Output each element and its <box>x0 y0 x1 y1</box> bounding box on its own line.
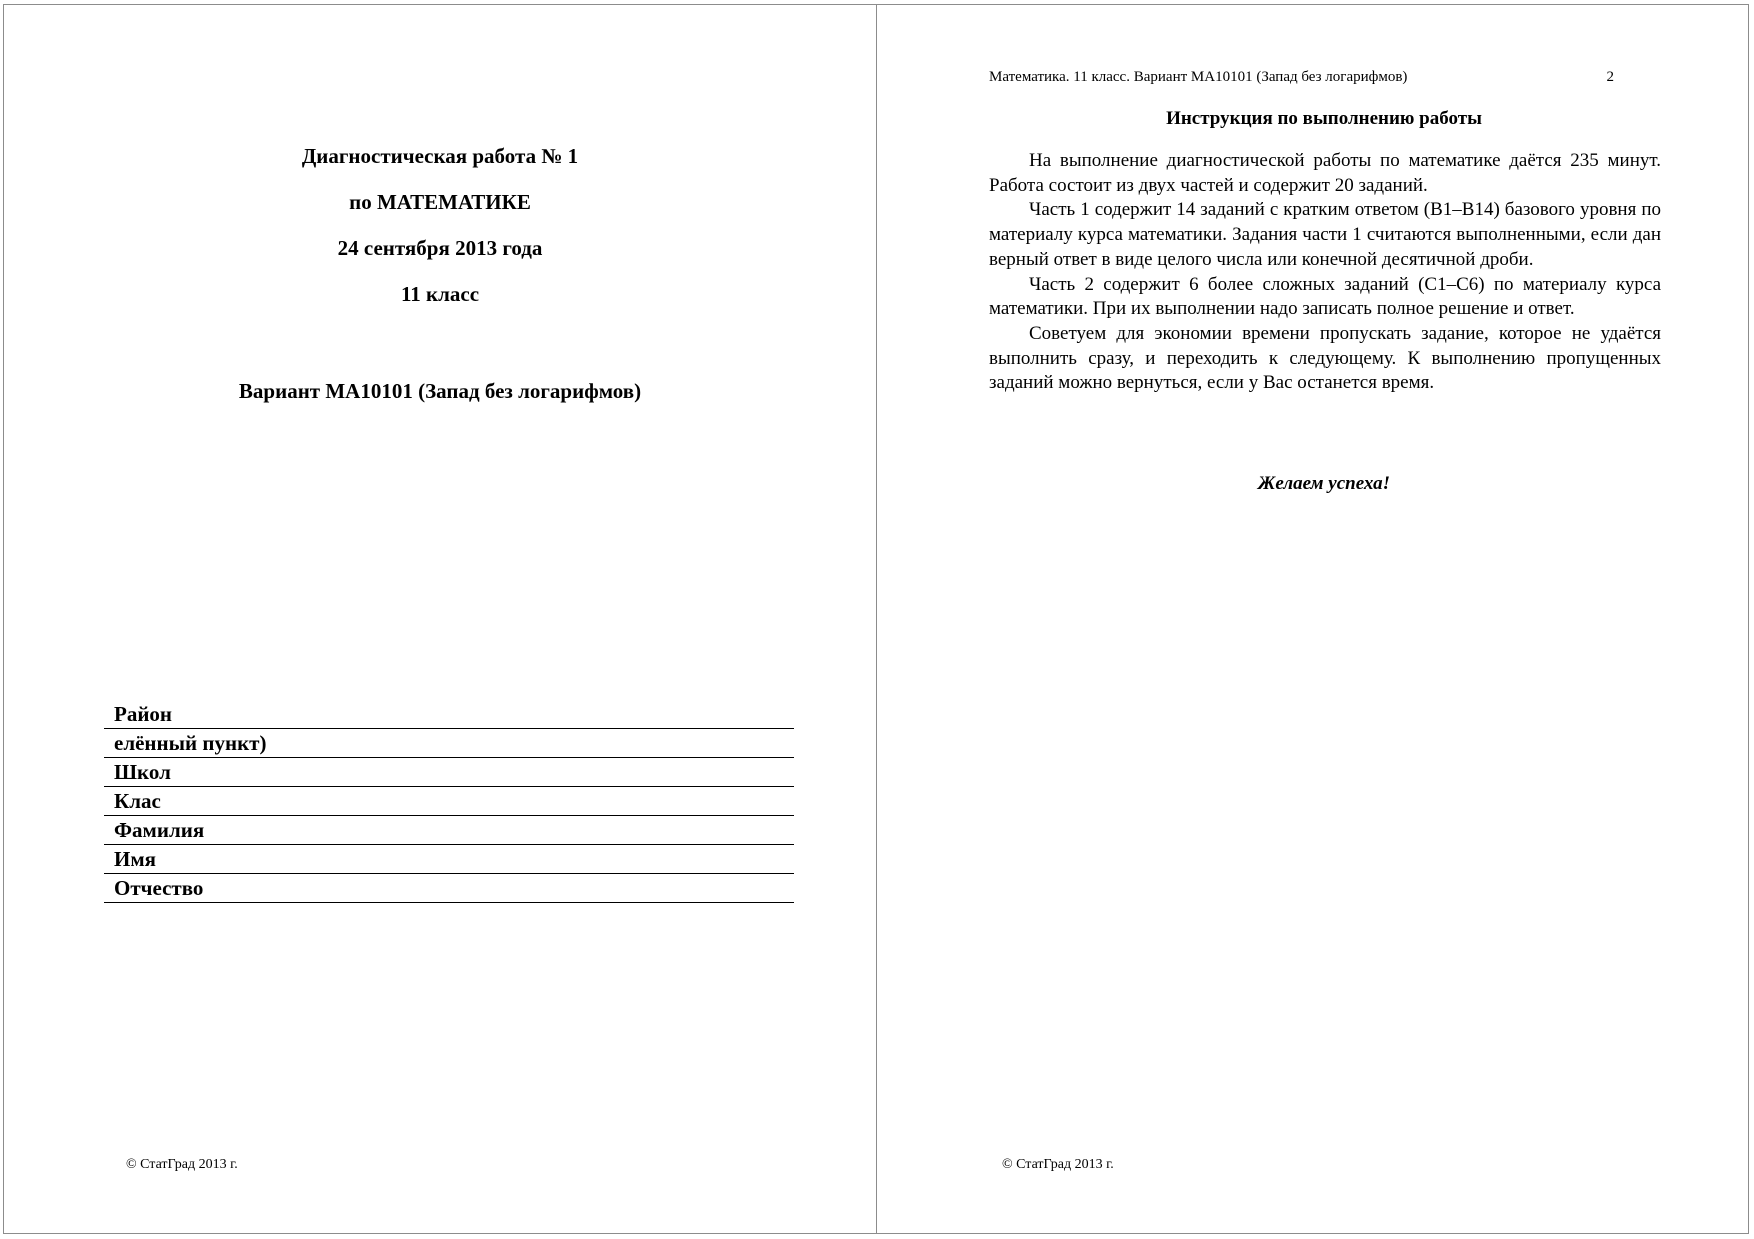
student-info-form <box>104 700 794 903</box>
instructions-paragraph: На выполнение диагностической работы по математике даётся 235 минут. Работа состоит из двух частей и содержит 20 заданий. <box>989 150 1661 196</box>
instructions-body <box>989 149 1661 396</box>
running-header <box>989 69 1614 86</box>
copyright-left: © СтатГрад 2013 г. <box>126 1157 238 1172</box>
date-line: 24 сентября 2013 года <box>337 236 543 260</box>
instructions-paragraph: Часть 2 содержит 6 более сложных заданий (С1–С6) по материалу курса математики. При их выполнении надо записать полное решение и ответ. <box>989 273 1661 320</box>
instructions-page <box>877 4 1749 1234</box>
field-surname[interactable]: Фамилия <box>104 816 794 845</box>
title-block <box>4 144 876 328</box>
field-name[interactable]: Имя <box>104 845 794 874</box>
page-number: 2 <box>1606 69 1614 85</box>
field-locality[interactable]: елённый пункт) <box>104 729 794 758</box>
grade-line: 11 класс <box>400 282 480 306</box>
good-luck-text: Желаем успеха! <box>1257 473 1391 494</box>
instructions-title: Инструкция по выполнению работы <box>1166 108 1482 129</box>
instructions-paragraph: Часть 1 содержит 14 заданий с кратким ответом (В1–В14) базового уровня по материалу курса математики. Задания части 1 считаются выполненными, если дан верный ответ в виде целого числа или конечной десятичной дроби. <box>989 199 1661 270</box>
variant-title: Вариант МА10101 (Запад без логарифмов) <box>238 379 642 403</box>
subject-line: по МАТЕМАТИКЕ <box>349 190 531 214</box>
title-page <box>4 4 876 1234</box>
field-school[interactable]: Школ <box>104 758 794 787</box>
title-line: Диагностическая работа № 1 <box>301 144 579 168</box>
field-class[interactable]: Клас <box>104 787 794 816</box>
copyright-right: © СтатГрад 2013 г. <box>1002 1157 1114 1172</box>
running-header-text: Математика. 11 класс. Вариант МА10101 (Запад без логарифмов) <box>989 69 1408 85</box>
instructions-paragraph: Советуем для экономии времени пропускать задание, которое не удаётся выполнить сразу, и переходить к следующему. К выполнению пропущенных заданий можно вернуться, если у Вас останется время. <box>989 322 1661 394</box>
field-district[interactable]: Район <box>104 700 794 729</box>
field-patronymic[interactable]: Отчество <box>104 874 794 903</box>
